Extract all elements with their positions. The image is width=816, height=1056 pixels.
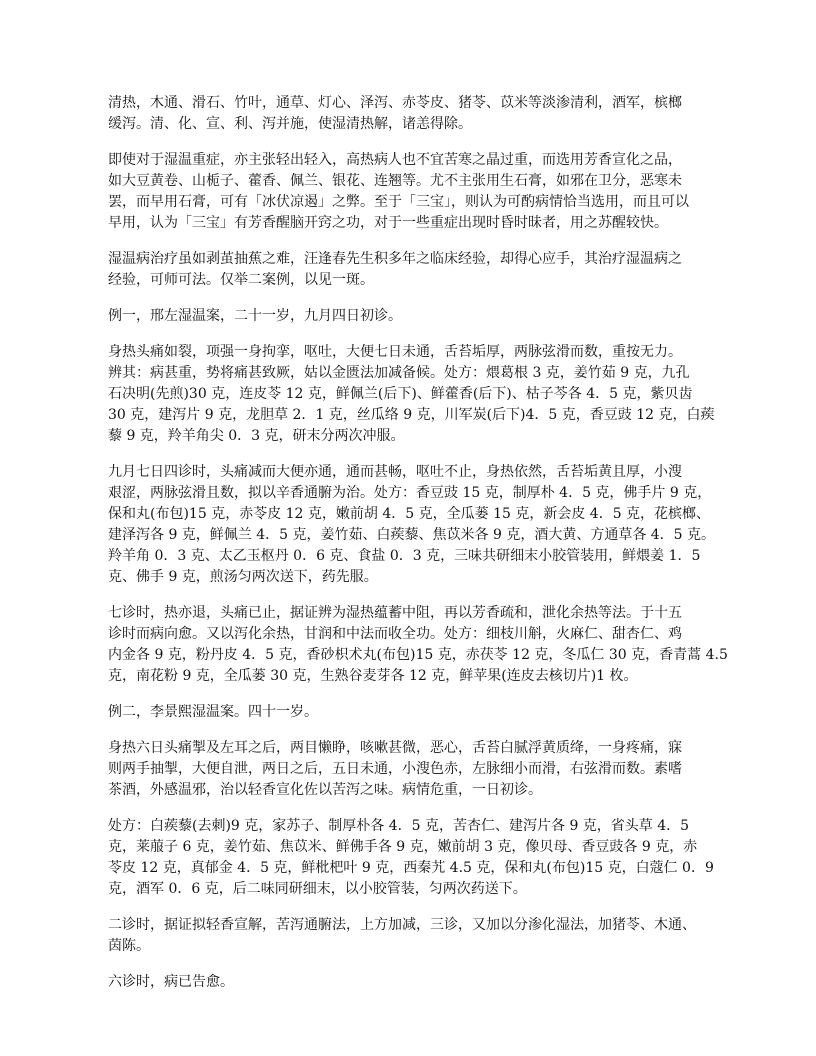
text-line: 即使对于湿温重症，亦主张轻出轻入，高热病人也不宜苦寒之晶过重，而选用芳香宣化之品， [108, 152, 682, 168]
text-line: 七诊时，热亦退，头痛已止，据证辨为湿热蕴蓄中阻，再以芳香疏和，泄化余热等法。于十五 [108, 605, 682, 621]
text-line: 30 克，建泻片 9 克，龙胆草 2．1 克，丝瓜络 9 克，川军炭(后下)4．5 克，香豆豉 12 克，白蒺 [108, 407, 715, 423]
text-line: 处方：白蒺藜(去刺)9 克，家苏子、制厚朴各 4．5 克，苦杏仁、建泻片各 9 克，省头草 4．5 [108, 818, 690, 834]
text-line: 茵陈。 [108, 938, 150, 954]
paragraph [108, 816, 718, 900]
paragraph [108, 150, 718, 234]
text-line: 九月七日四诊时，头痛减而大便亦通，通而甚畅，呕吐不止，身热依然，舌苔垢黄且厚，小溲 [108, 464, 682, 480]
document-page [108, 93, 728, 1008]
text-line: 诊时而病向愈。又以泻化余热，甘润和中法而收全功。处方：细枝川斛，火麻仁、甜杏仁、鸡 [108, 626, 682, 642]
text-line: 六诊时，病已告愈。 [108, 974, 234, 990]
paragraph [108, 462, 718, 588]
text-line: 经验，可师可法。仅举二案例，以见一斑。 [108, 272, 374, 288]
text-line: 身热头痛如裂，项强一身拘挛，呕吐，大便七日未通，舌苔垢厚，两脉弦滑而数，重按无力。 [108, 344, 682, 360]
paragraph [108, 342, 718, 447]
text-line: 清热，木通、滑石、竹叶，通草、灯心、泽泻、赤苓皮、猪苓、苡米等淡渗清利，酒军，槟榔 [108, 95, 682, 111]
text-line: 内金各 9 克，粉丹皮 4．5 克，香砂枳术丸(布包)15 克，赤茯苓 12 克，冬瓜仁 30 克，香青蒿 4.5 [108, 647, 728, 663]
text-line: 早用，认为「三宝」有芳香醒脑开窍之功，对于一些重症出现时昏时昧者，用之苏醒较快。 [108, 215, 668, 231]
text-line: 身热六日头痛掣及左耳之后，两目懒睁，咳嗽甚微，恶心，舌苔白腻浮黄质绛，一身疼痛，寐 [108, 740, 682, 756]
paragraph [108, 738, 718, 801]
paragraph [108, 306, 718, 327]
paragraph [108, 972, 718, 993]
paragraph [108, 249, 718, 291]
text-line: 湿温病治疗虽如剥茧抽蕉之难，汪逢春先生积多年之临床经验，却得心应手，其治疗湿温病之 [108, 251, 682, 267]
text-line: 克，莱菔子 6 克，姜竹茹、焦苡米、鲜佛手各 9 克，嫩前胡 3 克，像贝母、香豆豉各 9 克，赤 [108, 839, 698, 855]
text-line: 辨其：病甚重，势将痛甚致厥，姑以金匮法加减备候。处方：煨葛根 3 克，姜竹茹 9 克，九孔 [108, 365, 690, 381]
text-line: 例一，邢左湿温案，二十一岁，九月四日初诊。 [108, 308, 402, 324]
text-line: 艰涩，两脉弦滑且数，拟以辛香通腑为治。处方：香豆豉 15 克，制厚朴 4．5 克，佛手片 9 克， [108, 485, 712, 501]
text-line: 则两手抽掣，大便自泄，两日之后，五日未通，小溲色赤，左脉细小而滑，右弦滑而数。素嗜 [108, 761, 682, 777]
text-line: 石决明(先煎)30 克，连皮苓 12 克，鲜佩兰(后下)、鲜藿香(后下)、枯子芩各 4．5 克，紫贝齿 [108, 386, 693, 402]
paragraph [108, 915, 718, 957]
paragraph [108, 603, 728, 687]
text-line: 如大豆黄卷、山栀子、藿香、佩兰、银花、连翘等。尤不主张用生石膏，如邪在卫分，恶寒未 [108, 173, 682, 189]
text-line: 苓皮 12 克，真郁金 4．5 克，鲜枇杷叶 9 克，西秦艽 4.5 克，保和丸(布包)15 克，白蔻仁 0．9 [108, 860, 714, 876]
text-line: 克、佛手 9 克，煎汤匀两次送下，药先服。 [108, 569, 378, 585]
text-line: 缓泻。清、化、宣、利、泻并施，使湿清热解，诸恙得除。 [108, 116, 472, 132]
text-line: 克，酒军 0．6 克，后二味同研细末，以小胶管装，匀两次药送下。 [108, 881, 527, 897]
paragraph [108, 93, 718, 135]
paragraph [108, 702, 718, 723]
text-line: 克，南花粉 9 克，全瓜蒌 30 克，生熟谷麦芽各 12 克，鲜苹果(连皮去核切片)1 枚。 [108, 668, 638, 684]
text-line: 藜 9 克，羚羊角尖 0．3 克，研末分两次冲服。 [108, 428, 405, 444]
text-line: 罢，而早用石膏，可有「冰伏凉遏」之弊。至于「三宝」，则认为可酌病情恰当选用，而且可以 [108, 194, 689, 210]
text-line: 茶酒，外感温邪，治以轻香宣化佐以苦泻之味。病情危重，一日初诊。 [108, 782, 542, 798]
text-line: 二诊时，据证拟轻香宣解，苦泻通腑法，上方加减，三诊，又加以分渗化湿法，加猪苓、木通、 [108, 917, 696, 933]
text-line: 例二，李景熙湿温案。四十一岁。 [108, 704, 318, 720]
text-line: 保和丸(布包)15 克，赤苓皮 12 克，嫩前胡 4．5 克，全瓜蒌 15 克，新会皮 4．5 克，花槟榔、 [108, 506, 711, 522]
text-line: 建泽泻各 9 克，鲜佩兰 4．5 克，姜竹茹、白蒺藜、焦苡米各 9 克，酒大黄、方通草各 4．5 克。 [108, 527, 716, 543]
text-line: 羚羊角 0．3 克、太乙玉枢丹 0．6 克、食盐 0．3 克，三味共研细末小胶管装用，鲜煨姜 1．5 [108, 548, 701, 564]
